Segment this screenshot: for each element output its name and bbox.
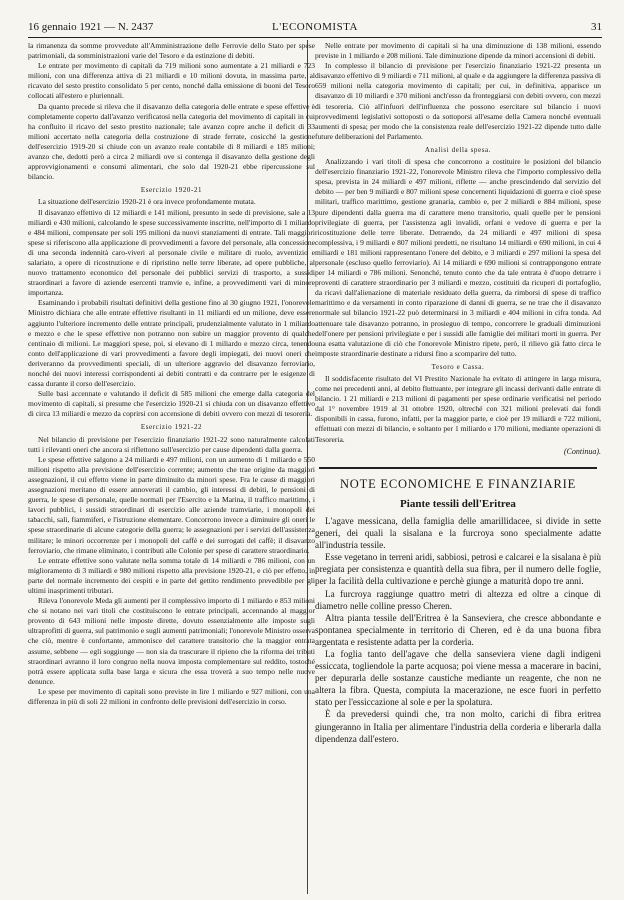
paragraph: È da prevedersi quindi che, tra non molto, carichi di fibra eritrea giungeranno in Italia per alimentare l'industria della corderia e liberarla dalla dipendenza dall'estero. [315, 709, 601, 744]
subheading: Esercizio 1920-21 [140, 186, 203, 195]
page-number: 31 [591, 21, 602, 33]
article-body [315, 515, 601, 745]
paragraph: Le spese effettive salgono a 24 miliardi e 497 milioni, con un aumento di 1 miliardo e 550 milioni rispetto alla previsione dell'esercizio corrente; aumento che trae origine da maggiori assegnazioni, il cui effetto viene in parte diminuito da minori spese. Fra le cause di maggiori assegnazioni meritano di essere annoverati il cambio, gli interessi di debiti, le pensioni di guerra, le spese di personale, quelle normali per l'Esercito e la Marina, il traffico marittimo, i lavori pubblici, i sussidi straordinari di esercizio alle aziende tramviarie, i monopoli dei tabacchi, sali, fiammiferi, e l'istruzione elementare. Concorrono invece a diminuire gli oneri le spese straordinarie di alcune categorie della guerra; le assegnazioni per i servizi dell'assistenza militare; le minori occorrenze per i monopoli del caffè e dei surrogati del caffè; il disavanzo ferroviario, che rimane eliminato, i contributi alle Colonie per spese di carattere straordinario. [28, 454, 315, 555]
continua-note: (Continua). [563, 446, 601, 456]
paragraph: Esaminando i probabili risultati definitivi della gestione fino al 30 giugno 1921, l'onorevole Ministro dichiara che alle entrate effettive risultanti in 11 miliardi ed un milione, deve essere aggiunto l'ulteriore incremento delle entrate principali, prudenzialmente valutato in 1 miliardo e mezzo e che le spese effettive non potranno non subire un maggior provento di qualche centinaio di milioni. Le maggiori spese, poi, si elevano di 1 miliardo e mezzo circa, tenendo conto dell'applicazione di vari provvedimenti a favore degli impiegati, dei nuovi oneri che deriveranno da provvedimenti speciali, di un ulteriore aggravio del disavanzo ferroviario, nonché dei nuovi interessi corrispondenti ai debiti contratti e da contrarre per le esigenze di cassa durante il corso dell'esercizio. [28, 298, 315, 389]
header-rule [28, 37, 602, 38]
page-header [28, 20, 602, 34]
paragraph: Sulle basi accennate e valutando il deficit di 585 milioni che emerge dalla categoria del movimento di capitali, si presume che l'esercizio 1920-21 si chiuda con un disavanzo effettivo di circa 13 miliardi e mezzo da coprirsi con accensione di debiti ovvero con mezzi di tesoreria. [28, 389, 315, 419]
paragraph: La situazione dell'esercizio 1920-21 è ora invece profondamente mutata. [38, 197, 256, 207]
paragraph: Il disavanzo effettivo di 12 miliardi e 141 milioni, presunto in sede di previsione, sale a 13 miliardi e 430 milioni, calcolando le spese successivamente inscritte, nell'importo di 1 miliardo e 484 milioni, compensate per soli 195 milioni da nuovi stanziamenti di entrate. Tali maggiori spese si riferiscono alla applicazione di provvedimenti a favore del personale, alla concessione di una seconda indennità caro-viveri al personale civile e militare di ruolo, avventizio e salariato, a opere di ricostruzione e di ripristino nelle terre liberate, ad opere pubbliche, al nuovo trattamento economico del personale dei pubblici servizi di trasporto, a sussidi straordinari a favore di aziende esercenti tramvie e, infine, a provvedimenti vari di minore importanza. [28, 207, 315, 298]
paragraph: In complesso il bilancio di previsione per l'esercizio finanziario 1921-22 presenta un disavanzo effettivo di 9 miliardi e 711 milioni, al quale e da aggiungere la differenza passiva di 659 milioni nella categoria movimento di capitali; per cui, in definitiva, apparisce un disavanzo di 10 miliardi e 370 milioni anch'esso da fronteggiarsi con debiti ovvero, con mezzi di tesoreria. Ciò all'infuori dell'influenza che possono esercitare sul bilancio i nuovi provvedimenti legislativi sottoposti o da sottoporsi all'esame della Camera nonché eventuali aumenti di spesa; per modo che la consistenza reale dell'esercizio 1921-22 dipende tutto dalle future deliberazioni del Parlamento. [315, 61, 601, 141]
paragraph: Nelle entrate per movimento di capitali si ha una diminuzione di 138 milioni, essendo previste in 1 miliardo e 208 milioni. Tale diminuzione dipende da minori accensioni di debiti. [315, 41, 601, 61]
paragraph: Altra pianta tessile dell'Eritrea è la Sanseviera, che cresce abbondante e spontanea specialmente in territorio di Cheren, ed è da una buona fibra argentata e resistente adatta per la corderia. [315, 612, 601, 647]
paragraph: La foglia tanto dell'agave che della sanseviera viene dagli indigeni essiccata, togliendole la parte acquosa; poi viene messa a macerare in bacini, per depurarla delle sostanze caustiche mediante un reagente, che non ne altera la fibra. Questa, compiuta la macerazione, ne esce fuori in perfetto stato per l'essiccazione al sole e per la spolatura. [315, 648, 601, 708]
paragraph: Le spese per movimento di capitali sono previste in lire 1 miliardo e 927 milioni, con una differenza in più di soli 22 milioni in confronto delle previsioni dell'esercizio in corso. [28, 686, 315, 706]
paragraph: Analizzando i vari titoli di spesa che concorrono a costituire le posizioni del bilancio dell'esercizio finanziario 1921-22, l'onorevole Ministro rileva che l'importo complessivo della spesa, prevista in 24 miliardi e 497 milioni, riflette — anche prescindendo dal servizio del debito — per ben 9 miliardi e 807 milioni spese concernenti liquidazioni di guerra e cioè spese militari, traffico marittimo, gestione granaria, cambio e, per 2 miliardi e 884 milioni, spese pure dipendenti dalla guerra ma di carattere meno transitorio, quali quelle per le pensioni privilegiate di guerra, per l'assistenza agli invalidi, orfani e vedove di guerra e per la ricostituzione delle terre liberate. Detraendo, da 24 miliardi e 497 milioni di spesa complessiva, i 9 miliardi e 807 milioni predetti, ne risultano 14 miliardi e 690 milioni, in cui 4 miliardi e 181 milioni rappresentano l'onere del debito, e 3 miliardi e 297 milioni la spesa del personale (escluso quello ferroviario). Ai 14 miliardi e 690 milioni si contrappongono entrate per 14 miliardi e 786 milioni. Senonché, tenuto conto che da tale entrata è d'uopo detrarre i proventi di carattere straordinario per 3 miliardi e mezzo, costituiti da ricuperi di portafoglio, da ricavi dall'alienazione di materiale residuato della guerra, da rimborsi di spese di traffico marittimo e da versamenti in conto riparazione di danni di guerra, se ne trae che il disavanzo normale sul bilancio 1921-22 può determinarsi in 3 miliardi e 404 milioni in cifra tonda. Ad attenuare tale disavanzo potranno, in prosieguo di tempo, concorrere le graduali diminuzioni dell'onere per pensioni privilegiate e per i sussidi alle famiglie dei militari morti in guerra. Per una esatta valutazione di ciò che l'onorevole Ministro ripete, però, il rilievo già fatto circa le imposte straordinarie destinate a ridursi fino a scomparire del tutto. [315, 157, 601, 358]
article-title: Piante tessili dell'Eritrea [400, 497, 516, 510]
section-rule [319, 467, 597, 469]
paragraph: Le entrate effettive sono valutate nella somma totale di 14 miliardi e 786 milioni, con un miglioramento di 3 miliardi e 980 milioni rispetto alla previsione 1920-21, e ciò per effetto, in parte del normale incremento dei cespiti e in parte del gettito rendimento prevedibile per gli ultimi inasprimenti tributari. [28, 555, 315, 595]
subheading: Analisi della spesa. [424, 145, 492, 154]
paragraph: la rimanenza da somme provvedute all'Amministrazione delle Ferrovie dello Stato per spese patrimoniali, da somministrazioni varie del Tesoro e da estinzione di debiti. [28, 41, 315, 61]
subheading: Esercizio 1921-22 [140, 423, 203, 432]
paragraph: Rileva l'onorevole Meda gli aumenti per il complessivo importo di 1 miliardo e 853 milioni che si notano nei vari titoli che costituiscono le entrate principali, accennando al maggior provento di 643 milioni nelle imposte dirette, dovuto essenzialmente alle imposte sugli ultraprofitti di guerra, sul patrimonio e sugli aumenti patrimoniali; l'onorevole Ministro osserva che ciò, mentre è confortante, ammonisce del carattere transitorio che la maggior entrata assume, sebbene — egli soggiunge — non sia da trascurare il ripieno che la riforma dei tributi straordinari avranno il loro congruo nella nuova imposta complementare sul reddito, tostoché potrà essere applicata sulla base larga e sicura che essa troverà a suo tempo nelle nuove denunce. [28, 596, 315, 686]
paragraph: Nel bilancio di previsione per l'esercizio finanziario 1921-22 sono naturalmente calcolati tutti i rilevanti oneri che ancora si riflettono sull'esercizio per cause dipendenti dalla guerra. [28, 434, 315, 454]
issue-date: 16 gennaio 1921 — N. 2437 [28, 21, 154, 33]
subheading: Tesoro e Cassa. [431, 362, 485, 371]
paragraph: La furcroya raggiunge quattro metri di altezza ed oltre a cinque di diametro nelle colline presso Cheren. [315, 588, 601, 611]
right-column [315, 41, 601, 894]
paragraph: Esse vegetano in terreni aridi, sabbiosi, petrosi e calcarei e la sisalana è più pregiata per consistenza e quantità della sua fibra, per il numero delle foglie, per la facilità della cultivazione e perchè giunge a maturità dopo tre anni. [315, 552, 601, 587]
paragraph: Le entrate per movimento di capitali da 719 milioni sono aumentate a 21 miliardi e 723 milioni, con una differenza attiva di 21 miliardi e 10 milioni dovuta, in massima parte, al ricavato del sesto prestito consolidato 5 per cento, nonché dalla emissione di buoni del Tesoro collocati all'estero e pluriennali. [28, 61, 315, 101]
journal-title: L'ECONOMISTA [272, 21, 358, 33]
paragraph: Da quanto precede si rileva che il disavanzo della categoria delle entrate e spese effettive è completamente coperto dall'avanzo verificatosi nella categoria del movimento di capitali in cui ha confluito il ricavo del sesto prestito nazionale; tale avanzo copre anche il deficit di 33 milioni accertato nella categoria della costruzione di strade ferrate, cosicché la gestione dell'esercizio 1919-20 si chiude con un avanzo reale contabile di 8 miliardi e 185 milioni; avanzo che, dedotti però a circa 2 miliardi ove si contenga il disavanzo della gestione degli approvvigionamenti e consumi alimentari, che solo dal 1920-21 ebbe ripercussione sul bilancio. [28, 101, 315, 182]
paragraph: Il soddisfacente risultato del VI Prestito Nazionale ha evitato di attingere in larga misura, come nei precedenti anni, al debito fluttuante, per integrare gli incassi derivanti dalle entrate di bilancio. 1 21 miliardi e 213 milioni di pagamenti per spese ordinarie verificatisi nel periodo dal 1° novembre 1919 al 31 ottobre 1920, oltreché con 321 milioni prelevati dai fondi disponibili in cassa, furono, infatti, per la maggior parte, e cioè per 19 miliardi e 722 milioni, effettuati con mezzi di bilancio, e soltanto per 1 miliardo e 170 milioni, mediante operazioni di Tesoreria. [315, 374, 601, 444]
section-title: NOTE ECONOMICHE E FINANZIARIE [339, 476, 577, 491]
paragraph: L'agave messicana, della famiglia delle amarillidacee, si divide in sette generi, dei quali la sisalana e la furcroya sono specialmente adatte all'industria tessile. [315, 515, 601, 551]
left-column [28, 41, 315, 894]
